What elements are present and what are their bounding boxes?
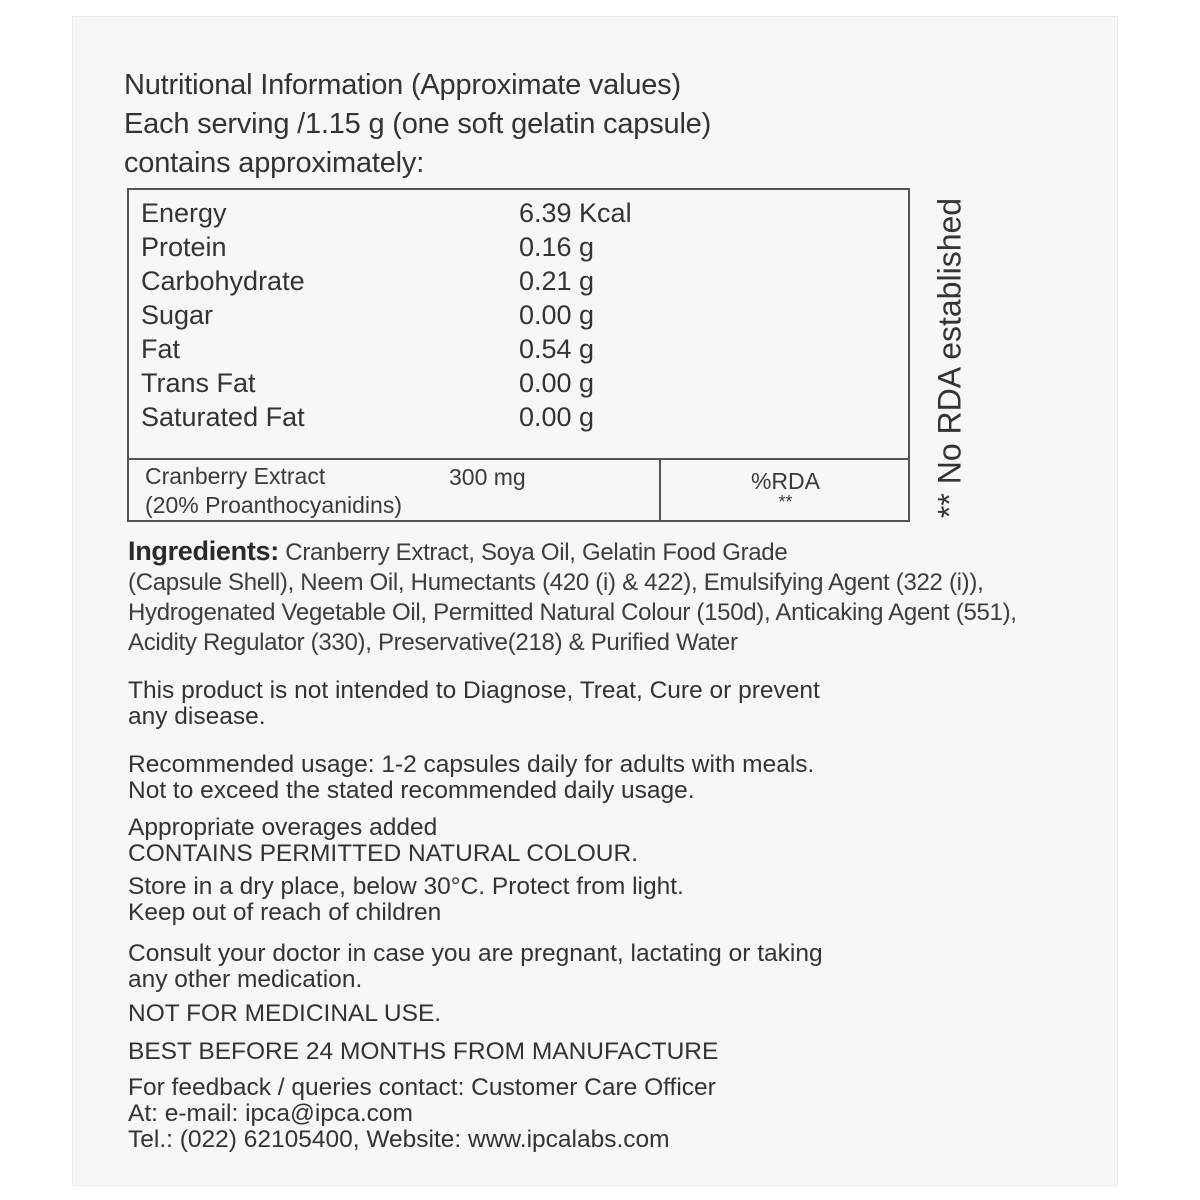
nutrient-name: Sugar (141, 300, 214, 330)
nutrition-rows (141, 196, 881, 434)
nutrient-value: 0.00 g (519, 402, 595, 432)
not-medicinal-note: NOT FOR MEDICINAL USE. (128, 1000, 442, 1027)
rda-side-note (926, 188, 974, 528)
nutrient-name: Protein (141, 232, 227, 262)
nutrient-value: 0.21 g (519, 266, 595, 296)
disclaimer (128, 678, 820, 730)
storage-line: Keep out of reach of children (128, 899, 442, 926)
contact-line: Tel.: (022) 62105400, Website: www.ipcalabs.com (128, 1126, 670, 1153)
nutrient-name: Energy (141, 198, 227, 228)
rda-note-text: ** No RDA established (931, 197, 968, 519)
consult-note (128, 941, 823, 993)
header-serving: Each serving /1.15 g (one soft gelatin capsule) (124, 108, 712, 140)
nutrient-value: 0.00 g (519, 300, 595, 330)
nutrition-table (127, 188, 910, 522)
extract-name-line: (20% Proanthocyanidins) (145, 492, 402, 518)
extract-amount: 300 mg (449, 464, 526, 490)
nutrient-name: Fat (141, 334, 181, 364)
usage-note (128, 752, 814, 804)
extract-name (145, 462, 402, 520)
nutrition-row (141, 400, 881, 434)
extract-name-line: Cranberry Extract (145, 463, 326, 489)
nutrient-value: 0.54 g (519, 334, 595, 364)
nutrient-name: Carbohydrate (141, 266, 305, 296)
usage-line: Not to exceed the stated recommended daily usage. (128, 777, 695, 804)
storage-note (128, 874, 684, 926)
contact-block (128, 1075, 716, 1153)
consult-line: any other medication. (128, 966, 363, 993)
disclaimer-line: any disease. (128, 703, 266, 730)
nutrition-header (124, 66, 711, 183)
nutrition-row (141, 298, 881, 332)
nutrition-row (141, 332, 881, 366)
nutrition-row (141, 196, 881, 230)
ingredients-line: Acidity Regulator (330), Preservative(218) & Purified Water (128, 629, 738, 656)
ingredients-line: Hydrogenated Vegetable Oil, Permitted Natural Colour (150d), Anticaking Agent (551), (128, 599, 1017, 626)
ingredients-line: (Capsule Shell), Neem Oil, Humectants (420 (i) & 422), Emulsifying Agent (322 (i)), (128, 569, 984, 596)
ingredients-line (128, 536, 1017, 568)
consult-line: Consult your doctor in case you are pregnant, lactating or taking (128, 940, 823, 967)
contact-line: At: e-mail: ipca@ipca.com (128, 1100, 413, 1127)
rda-label: %RDA (750, 468, 820, 494)
nutrition-row (141, 264, 881, 298)
nutrient-name: Trans Fat (141, 368, 256, 398)
rda-cell (659, 460, 910, 522)
best-before-note: BEST BEFORE 24 MONTHS FROM MANUFACTURE (128, 1038, 719, 1065)
overages-note (128, 815, 638, 867)
header-contains: contains approximately: (124, 147, 425, 179)
nutrition-row (141, 366, 881, 400)
ingredients-title: Ingredients: (128, 536, 279, 566)
ingredients-text: Cranberry Extract, Soya Oil, Gelatin Food Grade (278, 539, 788, 566)
nutrient-value: 6.39 Kcal (519, 198, 632, 228)
overages-line: CONTAINS PERMITTED NATURAL COLOUR. (128, 840, 639, 867)
storage-line: Store in a dry place, below 30°C. Protect from light. (128, 873, 684, 900)
nutrient-value: 0.16 g (519, 232, 595, 262)
extract-row (129, 458, 908, 522)
nutrient-name: Saturated Fat (141, 402, 305, 432)
nutrient-value: 0.00 g (519, 368, 595, 398)
usage-line: Recommended usage: 1-2 capsules daily for adults with meals. (128, 751, 815, 778)
nutrition-row (141, 230, 881, 264)
overages-line: Appropriate overages added (128, 814, 438, 841)
header-title: Nutritional Information (Approximate values) (124, 69, 681, 101)
contact-line: For feedback / queries contact: Customer Care Officer (128, 1074, 716, 1101)
rda-value: ** (778, 492, 793, 512)
ingredients-block (128, 536, 1017, 658)
disclaimer-line: This product is not intended to Diagnose, Treat, Cure or prevent (128, 677, 820, 704)
